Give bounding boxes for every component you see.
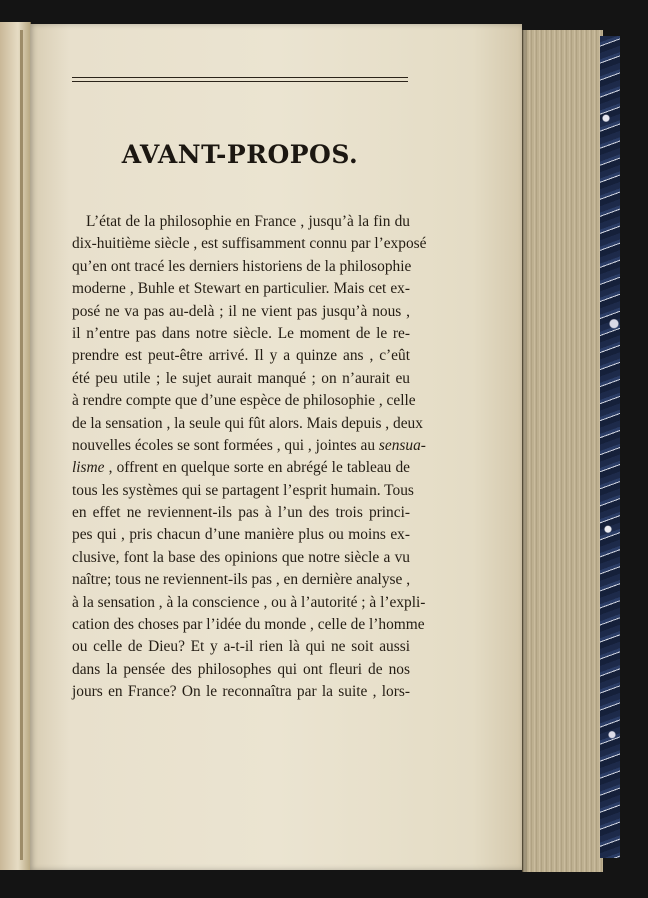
- italic-word: lisme: [72, 459, 105, 477]
- text-line: il n’entre pas dans notre siècle. Le moment de le re-: [72, 324, 410, 342]
- text-segment: , offrent en quelque sorte en abrégé le tableau de: [108, 459, 410, 477]
- text-line: jours en France? On le reconnaîtra par la suite , lors-: [72, 683, 410, 701]
- text-line: été peu utile ; le sujet aurait manqué ; on n’aurait eu: [72, 369, 410, 387]
- italic-word: sensua-: [378, 436, 426, 454]
- text-line: en effet ne reviennent-ils pas à l’un des trois princi-: [72, 504, 410, 522]
- text-line: cation des choses par l’idée du monde , celle de l’homme: [72, 616, 425, 634]
- facing-page-edge: [0, 22, 31, 870]
- text-line: [72, 435, 426, 457]
- text-line: clusive, font la base des opinions que notre siècle a vu: [72, 548, 410, 566]
- text-line: moderne , Buhle et Stewart en particulier. Mais cet ex-: [72, 280, 410, 298]
- gutter-shadow: [522, 30, 528, 872]
- text-line: L’état de la philosophie en France , jusqu’à la fin du: [86, 213, 410, 230]
- top-double-rule-lower: [72, 81, 408, 82]
- text-line: à la sensation , à la conscience , ou à l’autorité ; à l’expli-: [72, 593, 426, 611]
- text-line: qu’en ont tracé les derniers historiens de la philosophie: [72, 257, 412, 275]
- text-line: à rendre compte que d’une espèce de philosophie , celle: [72, 392, 416, 410]
- text-line: tous les systèmes qui se partagent l’esprit humain. Tous: [72, 481, 414, 499]
- text-line: [72, 457, 410, 479]
- text-line: de la sensation , la seule qui fût alors. Mais depuis , deux: [72, 414, 423, 432]
- facing-page-fold: [20, 30, 23, 860]
- top-double-rule: [72, 77, 408, 78]
- marbled-cover: [600, 36, 620, 858]
- body-text: [72, 211, 427, 704]
- text-line: ou celle de Dieu? Et y a-t-il rien là qui ne soit aussi: [72, 638, 410, 656]
- text-line: dans la pensée des philosophes qui ont fleuri de nos: [72, 660, 410, 678]
- page-block-edge: [522, 30, 603, 872]
- text-line: naître; tous ne reviennent-ils pas , en dernière analyse ,: [72, 571, 411, 589]
- text-segment: nouvelles écoles se sont formées , qui , jointes au: [72, 436, 376, 454]
- text-line: pes qui , pris chacun d’une manière plus ou moins ex-: [72, 526, 410, 544]
- text-line: posé ne va pas au-delà ; il ne vient pas jusqu’à nous ,: [72, 302, 410, 320]
- chapter-title: AVANT-PROPOS.: [121, 140, 359, 169]
- text-line: dix-huitième siècle , est suffisamment connu par l’exposé: [72, 235, 427, 253]
- text-line: prendre est peut-être arrivé. Il y a quinze ans , c’eût: [72, 347, 410, 365]
